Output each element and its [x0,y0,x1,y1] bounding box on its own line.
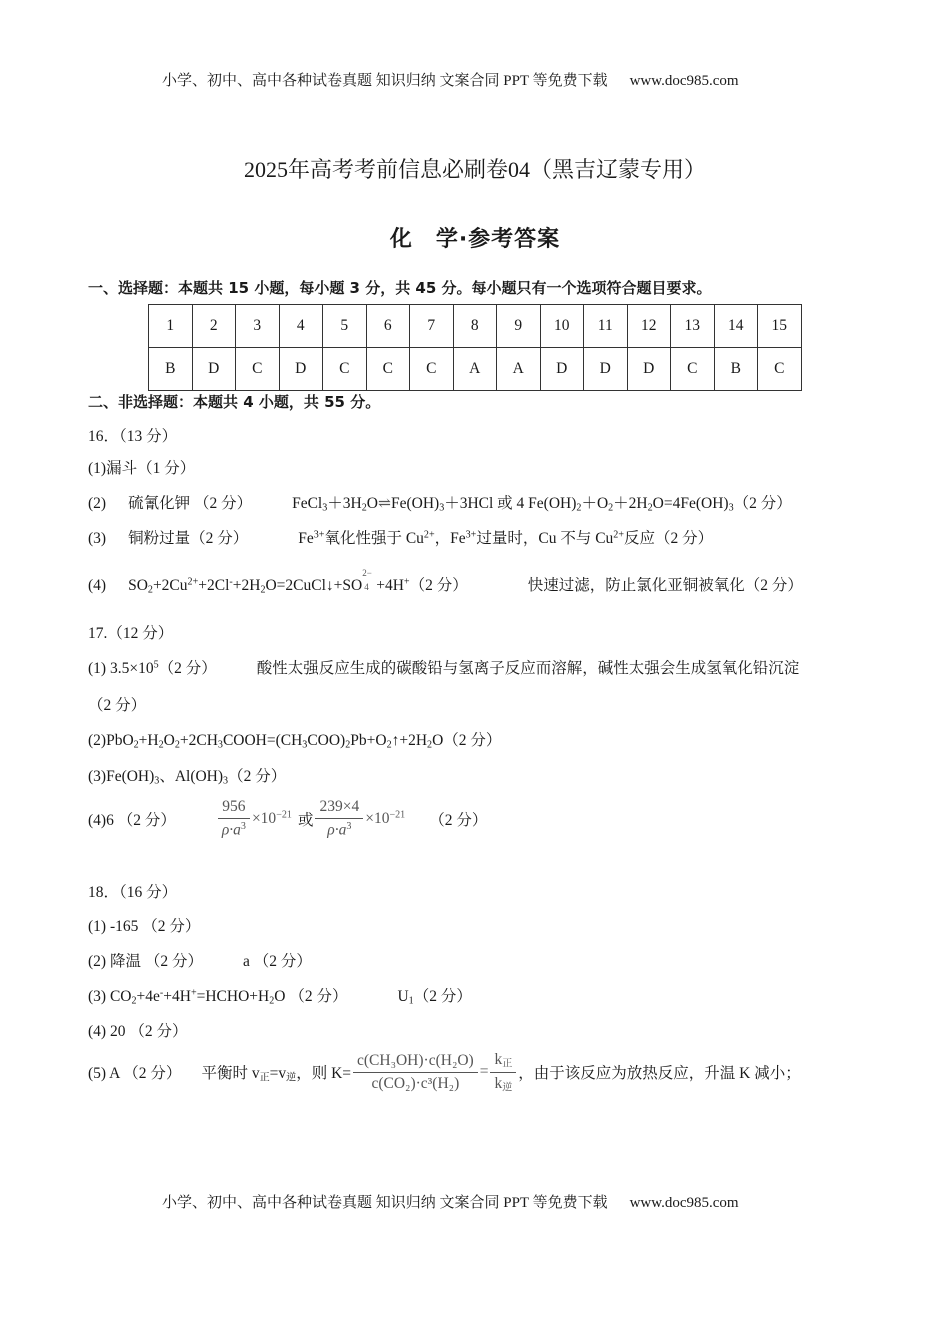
banner-text: 小学、初中、高中各种试卷真题 知识归纳 文案合同 PPT 等免费下载 [162,1195,608,1211]
document-subtitle: 化 学·参考答案 [389,227,561,252]
part-label: (3) [88,530,107,547]
q16-header: 16．（13 分） [88,428,178,445]
q16-part4-answer2: 快速过滤，防止氯化亚铜被氧化（2 分） [527,577,803,594]
q16-part3 [88,526,713,548]
part-label: (2) [88,495,107,512]
q17-part3: $(3)Fe(OH)_3$、$Al(OH)_3(2$ 分） [88,768,287,787]
q17-part4: (4)6 （2 分） $\frac{956}{\rho\cdot a^3}$ $\times 10^{-21}$ 或 $\frac{239\times 4}{\rho\cdot a^3}$ $\times 10^{-21}$ （2 分） [88,798,488,839]
q17-part1-explanation: 酸性太强反应生成的碳酸铅与氢离子反应而溶解，碱性太强会生成氢氧化铅沉淀 [256,660,800,677]
footer-banner [162,1191,739,1212]
answer-cell: A [453,348,497,391]
answer-table-numbers-row [149,305,802,348]
answer-cell: D [627,348,671,391]
question-number: 8 [453,305,497,348]
answer-cell: D [192,348,236,391]
question-number: 14 [714,305,758,348]
answer-cell: A [497,348,541,391]
question-number: 10 [540,305,584,348]
question-number: 3 [236,305,280,348]
fraction-1: $\frac{956}{\rho\cdot a^3}$ [218,798,250,840]
q16-part2-answer: 硫氰化钾 （2 分） [128,495,253,512]
answer-cell: C [758,348,802,391]
banner-url[interactable]: www.doc985.com [629,1195,739,1211]
document-title: 2025年高考考前信息必刷卷04（黑吉辽蒙专用） [243,157,706,182]
question-number: 7 [410,305,454,348]
q18-header: 18．（16 分） [88,884,178,901]
question-number: 4 [279,305,323,348]
q18-part3: (3) $CO_2+4e^-+4H^+=HCHO+H_2O$ （2 分） $U_1(2$ 分） [88,987,472,1007]
answer-cell: D [584,348,628,391]
q16-part2 [88,491,792,514]
section-1-heading: 一、选择题：本题共 15 小题，每小题 3 分，共 45 分。每小题只有一个选项符合题目要求。 [88,279,712,297]
answer-cell: C [323,348,367,391]
question-number: 6 [366,305,410,348]
header-banner [162,69,739,90]
question-number: 1 [149,305,193,348]
question-number: 11 [584,305,628,348]
question-number: 15 [758,305,802,348]
q16-part3-explanation: $Fe^{3+}$氧化性强于 $Cu^{2+}$，$Fe^{3+}$过量时，Cu 不与 $Cu^{2+}$反应（2 分） [298,529,714,547]
banner-text: 小学、初中、高中各种试卷真题 知识归纳 文案合同 PPT 等免费下载 [162,73,608,89]
q18-part2: (2) 降温 （2 分） a （2 分） [88,953,312,970]
question-number: 5 [323,305,367,348]
answer-table [148,304,802,391]
q16-part2-equation: $FeCl_3+3H_2O\rightleftharpoons Fe(OH)_3+3HCl$ 或 4 $Fe(OH)_2+O_2+2H_2O=4Fe(OH)_3(2$ 分） [292,495,792,514]
question-number: 13 [671,305,715,348]
rate-constant-fraction: $\frac{k_正}{k_逆}$ [490,1051,516,1093]
answer-cell: D [540,348,584,391]
answer-cell: B [714,348,758,391]
answer-table-answers-row [149,348,802,391]
q16-part3-answer: 铜粉过量（2 分） [128,530,249,547]
question-number: 2 [192,305,236,348]
q16-part4 [88,568,803,596]
part-label: (4) [88,577,107,594]
question-number: 9 [497,305,541,348]
section-2-heading: 二、非选择题：本题共 4 小题，共 55 分。 [88,393,381,411]
answer-cell: C [236,348,280,391]
answer-cell: C [671,348,715,391]
answer-cell: C [410,348,454,391]
q17-part1: (1) $3.5\times 10^5(2$ 分） 酸性太强反应生成的碳酸铅与氢离子反应而溶解，碱性太强会生成氢氧化铅沉淀 [88,659,800,677]
q17-part2: $(2)PbO_2+H_2O_2+2CH_3COOH=(CH_3COO)_2Pb+O_2↑+2H_2O(2$ 分） [88,732,502,751]
banner-url[interactable]: www.doc985.com [629,73,739,89]
q18-part5: (5) A （2 分） 平衡时 $v_正=v_逆$，则 K= $\frac{\text{c(CH₃OH)·c(H₂O)}}{\text{c(CO₂)·c³(H₂)}}$ = $\frac{k_正}{k_逆}$ ，由于该反应为放热反应，升温 K 减小； [88,1051,801,1094]
q16-part4-equation: $SO_2+2Cu^{2+}+2Cl^-+2H_2O=2CuCl↓+SO$ 2− 4 +4H+（2 分） [128,568,468,596]
answer-cell: B [149,348,193,391]
question-number: 12 [627,305,671,348]
q18-part4: (4) 20 （2 分） [88,1023,188,1040]
fraction-2: $\frac{239\times 4}{\rho\cdot a^3}$ [315,798,363,840]
q17-part1-score: （2 分） [88,697,147,714]
q17-header: 17.（12 分） [88,625,174,642]
equilibrium-constant-fraction: $\frac{\text{c(CH₃OH)·c(H₂O)}}{\text{c(CO₂)·c³(H₂)}}$ [353,1052,478,1093]
answer-cell: D [279,348,323,391]
q18-part1: (1) -165 （2 分） [88,918,201,935]
answer-cell: C [366,348,410,391]
q16-part1: (1)漏斗（1 分） [88,460,196,477]
